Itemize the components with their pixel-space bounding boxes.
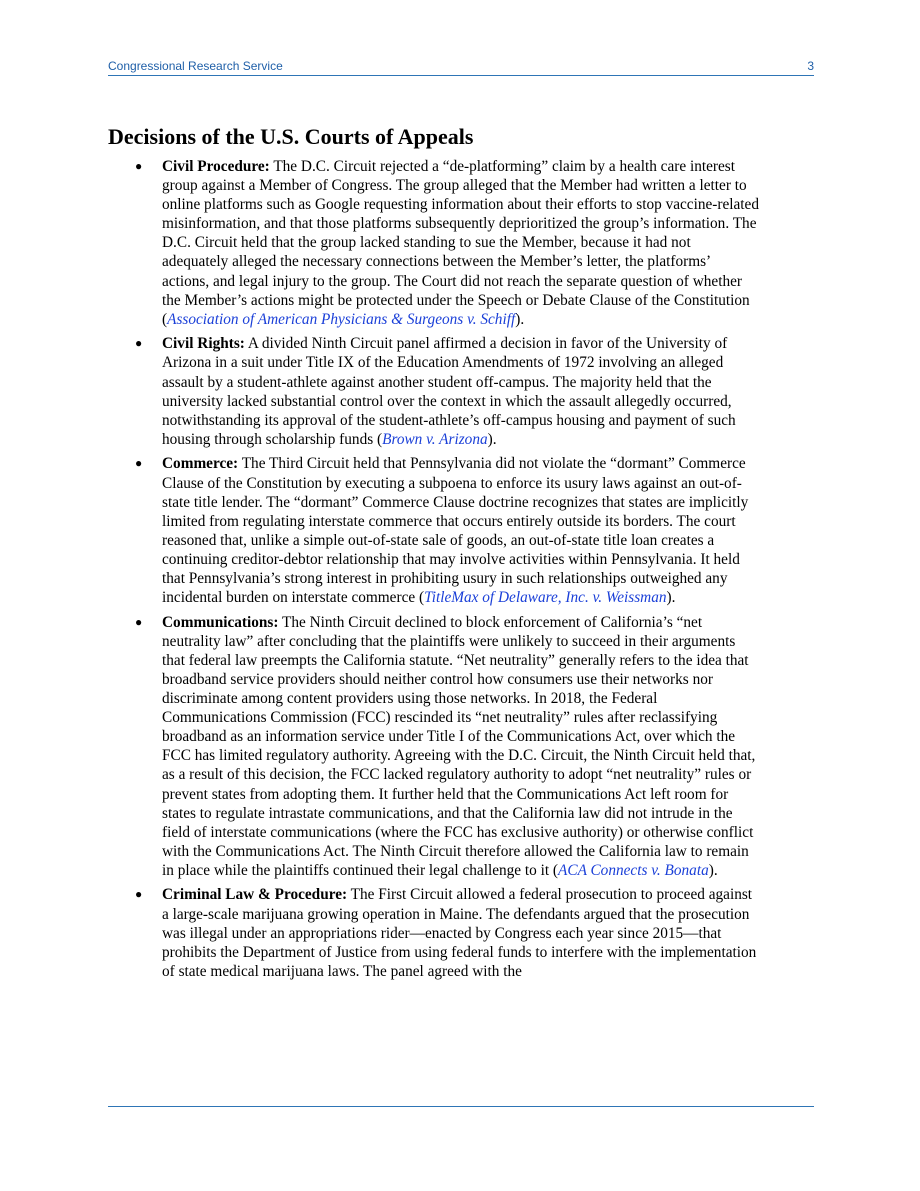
page-header	[108, 57, 814, 76]
list-item	[108, 157, 760, 329]
bullet-icon: ●	[135, 336, 143, 351]
case-citation-link[interactable]: Brown v. Arizona	[382, 430, 488, 448]
topic-label: Criminal Law & Procedure:	[162, 886, 348, 904]
case-citation-link[interactable]: ACA Connects v. Bonata	[558, 861, 709, 879]
item-text-end: ).	[708, 861, 718, 879]
list-item	[108, 885, 760, 980]
item-text: The Ninth Circuit declined to block enforcement of California’s “net neutrality law” after concluding that the plaintiffs were unlikely to succeed in their arguments that federal law preempts the California statute. “Net neutrality” generally refers to the idea that broadband service providers should neither control how consumers use their networks nor discriminate among content providers using those networks. In 2018, the Federal Communications Commission (FCC) rescinded its “net neutrality” rules after reclassifying broadband as an information service under Title I of the Communications Act, over which the FCC has limited regulatory authority. Agreeing with the D.C. Circuit, the Ninth Circuit held that, as a result of this decision, the FCC lacked regulatory authority to adopt “net neutrality” rules or prevent states from adopting them. It further held that the Communications Act left room for states to regulate intrastate communications, and that the California law did not intrude in the field of interstate communications (where the FCC has exclusive authority) or otherwise conflict with the Communications Act. The Ninth Circuit therefore allowed the California law to remain in place while the plaintiffs continued their legal challenge to it (	[162, 613, 756, 879]
section-title: Decisions of the U.S. Courts of Appeals	[108, 124, 474, 149]
case-citation-link[interactable]: TitleMax of Delaware, Inc. v. Weissman	[424, 589, 667, 607]
topic-label: Civil Procedure:	[162, 158, 270, 175]
case-citation-link[interactable]: Association of American Physicians & Surgeons v. Schiff	[167, 310, 516, 328]
item-text: The Third Circuit held that Pennsylvania did not violate the “dormant” Commerce Clause of the Constitution by executing a subpoena to enforce its usury laws against an out-of-state title lender. The “dormant” Commerce Clause doctrine recognizes that states are implicitly limited from regulating interstate commerce that occurs entirely outside its borders. The court reasoned that, unlike a simple out-of-state sale of goods, an out-of-state title loan creates a continuing creditor-debtor relationship that may involve activities within Pennsylvania. It held that Pennsylvania’s strong interest in prohibiting usury in such relationships outweighed any incidental burden on interstate commerce (	[162, 455, 749, 607]
bullet-icon: ●	[135, 159, 143, 173]
page-number: 3	[807, 59, 814, 73]
bullet-icon: ●	[135, 614, 143, 629]
list-item	[108, 454, 760, 607]
bullet-icon: ●	[135, 887, 143, 902]
item-text-end: ).	[515, 310, 525, 328]
header-organization: Congressional Research Service	[108, 59, 283, 73]
list-item	[108, 334, 760, 449]
topic-label: Commerce:	[162, 455, 239, 473]
item-text-end: ).	[666, 589, 676, 607]
item-text: The First Circuit allowed a federal prosecution to proceed against a large-scale marijuana growing operation in Maine. The defendants argued that the prosecution was illegal under an appropriations rider—enacted by Congress each year since 2015—that prohibits the Department of Justice from using federal funds to interfere with the implementation of state medical marijuana laws. The panel agreed with the	[162, 886, 757, 980]
footer-divider	[108, 1106, 814, 1107]
item-text: The D.C. Circuit rejected a “de-platforming” claim by a health care interest group against a Member of Congress. The group alleged that the Member had written a letter to online platforms such as Google requesting information about their efforts to stop vaccine-related misinformation, and that those platforms subsequently deprioritized the group’s information. The D.C. Circuit held that the group lacked standing to sue the Member, because it had not adequately alleged the necessary connections between the Member’s letter, the platforms’ actions, and legal injury to the group. The Court did not reach the separate question of whether the Member’s actions might be protected under the Speech or Debate Clause of the Constitution (	[162, 158, 759, 328]
bullet-icon: ●	[135, 456, 143, 471]
item-text: A divided Ninth Circuit panel affirmed a decision in favor of the University of Arizona in a suit under Title IX of the Education Amendments of 1972 involving an alleged assault by a student-athlete against another student off-campus. The majority held that the university lacked substantial control over the context in which the assault allegedly occurred, notwithstanding its approval of the student-athlete’s off-campus housing and payment of such housing through scholarship funds (	[162, 335, 736, 448]
item-text-end: ).	[487, 430, 497, 448]
topic-label: Civil Rights:	[162, 335, 245, 353]
topic-label: Communications:	[162, 613, 279, 631]
case-list	[108, 157, 760, 986]
list-item	[108, 613, 760, 880]
